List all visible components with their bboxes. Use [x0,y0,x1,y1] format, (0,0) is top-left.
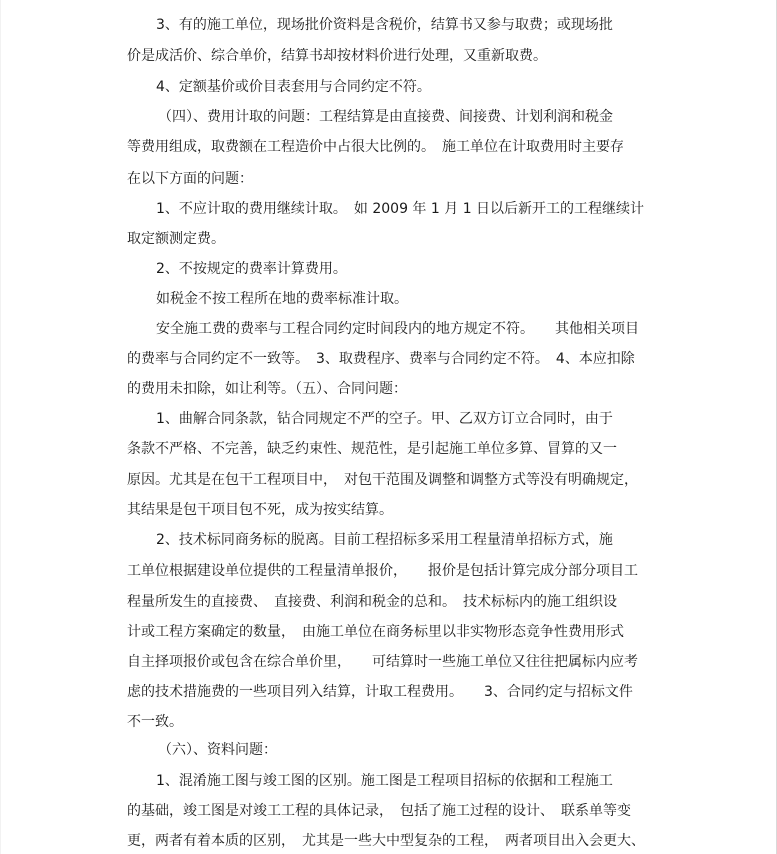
text-line: 1、混淆施工图与竣工图的区别。施工图是工程项目招标的依据和工程施工 [156,773,613,789]
text-line: （六）、资料问题： [158,742,277,758]
text-line: 的基础，竣工图是对竣工工程的具体记录， 包括了施工过程的设计、 联系单等变 [127,803,631,819]
text-line: 2、技术标同商务标的脱离。目前工程招标多采用工程量清单招标方式，施 [156,532,613,548]
text-line: （四）、费用计取的问题：工程结算是由直接费、间接费、计划利润和税金 [158,109,613,125]
text-line: 1、曲解合同条款，钻合同规定不严的空子。甲、乙双方订立合同时，由于 [156,411,613,427]
text-line: 的费率与合同约定不一致等。 3、取费程序、费率与合同约定不符。 4、本应扣除 [127,351,635,367]
text-line: 价是成活价、综合单价，结算书却按材料价进行处理，又重新取费。 [127,48,547,64]
text-line: 取定额测定费。 [127,231,225,247]
text-line: 不一致。 [127,714,183,730]
text-line: 其结果是包干项目包不死，成为按实结算。 [127,502,393,518]
text-line: 工单位根据建设单位提供的工程量清单报价， 报价是包括计算完成分部分项目工 [127,563,638,579]
text-line: 原因。尤其是在包干工程项目中， 对包干范围及调整和调整方式等没有明确规定， [127,472,638,488]
text-line: 4、定额基价或价目表套用与合同约定不符。 [156,79,431,95]
text-line: 如税金不按工程所在地的费率标准计取。 [156,291,408,307]
text-line: 在以下方面的问题： [127,171,253,187]
text-line: 1、不应计取的费用继续计取。 如 2009 年 1 月 1 日以后新开工的工程继续计 [156,201,645,217]
text-line: 的费用未扣除，如让利等。（五）、合同问题： [127,381,407,397]
text-line: 2、不按规定的费率计算费用。 [156,261,347,277]
text-line: 安全施工费的费率与工程合同约定时间段内的地方规定不符。 其他相关项目 [156,321,639,337]
text-line: 虑的技术措施费的一些项目列入结算，计取工程费用。 3、合同约定与招标文件 [127,684,633,700]
text-line: 等费用组成，取费额在工程造价中占很大比例的。 施工单位在计取费用时主要存 [127,139,624,155]
text-line: 条款不严格、不完善，缺乏约束性、规范性，是引起施工单位多算、冒算的又一 [127,441,617,457]
text-line: 3、有的施工单位，现场批价资料是含税价，结算书又参与取费；或现场批 [156,17,613,33]
text-line: 计或工程方案确定的数量， 由施工单位在商务标里以非实物形态竞争性费用形式 [127,624,624,640]
text-line: 更，两者有着本质的区别， 尤其是一些大中型复杂的工程， 两者项目出入会更大、 [127,833,645,849]
text-line: 自主择项报价或包含在综合单价里， 可结算时一些施工单位又往往把属标内应考 [127,654,638,670]
text-line: 程量所发生的直接费、 直接费、利润和税金的总和。 技术标标内的施工组织设 [127,594,617,610]
